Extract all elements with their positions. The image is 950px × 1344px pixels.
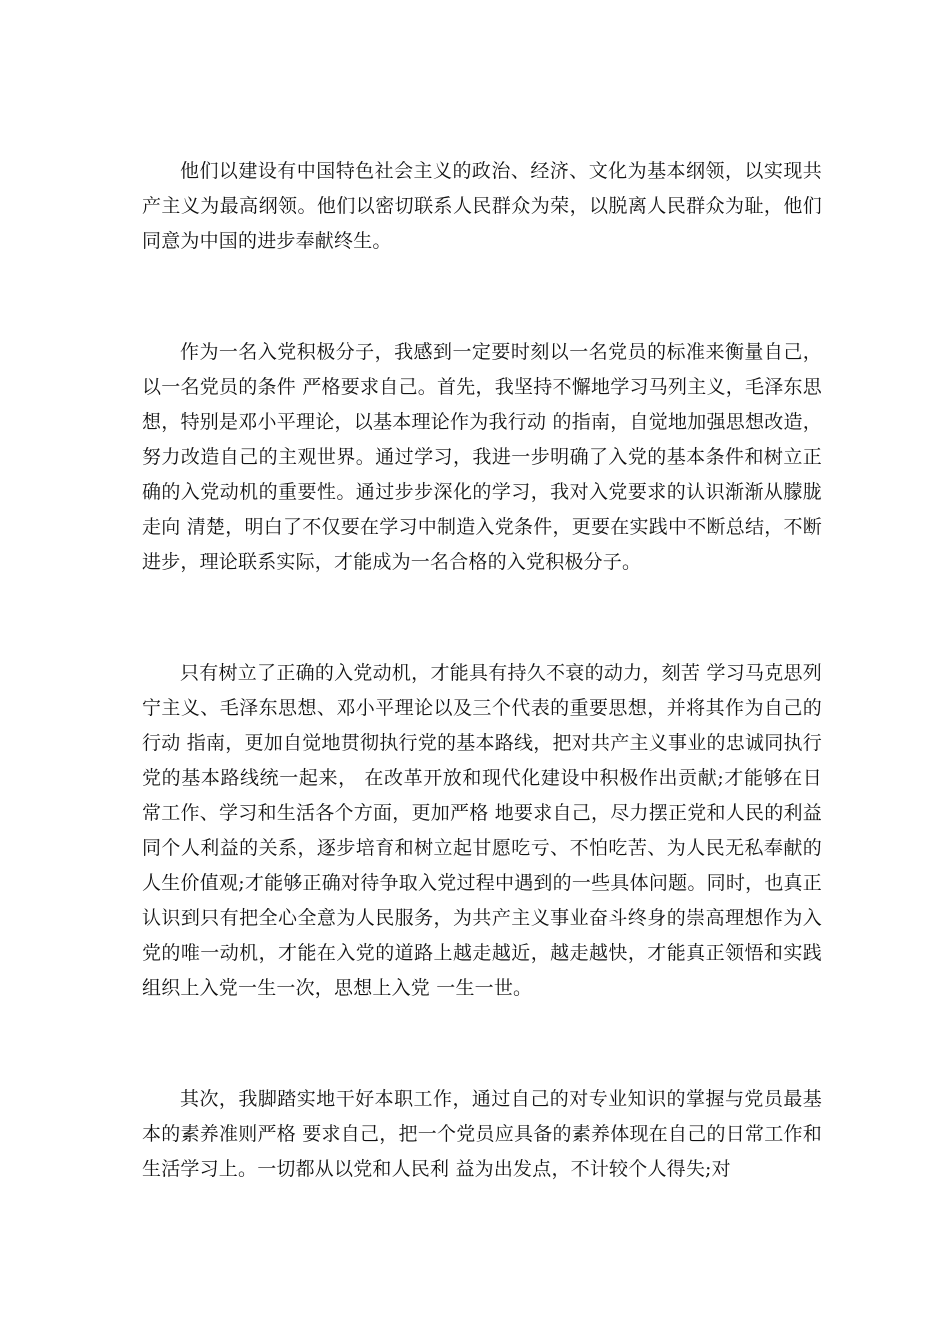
paragraph-1: 他们以建设有中国特色社会主义的政治、经济、文化为基本纲领，以实现共产主义为最高纲领。他们以密切联系人民群众为荣，以脱离人民群众为耻，他们同意为中国的进步奉献终生。: [142, 160, 822, 252]
paragraph-3: 只有树立了正确的入党动机，才能具有持久不衰的动力，刻苦 学习马克思列宁主义、毛泽东思想、邓小平理论以及三个代表的重要思想，并将其作为自己的行动 指南，更加自觉地贯彻执行党的基本路线，把对共产主义事业的忠诚同执行党的基本路线统一起来， 在改革开放和现代化建设中积极作出贡献;才能够在日常工作、学习和生活各个方面，更加严格 地要求自己，尽力摆正党和人民的利益同个人利益的关系，逐步培育和树立起甘愿吃亏、不怕吃苦、为人民无私奉献的人生价值观;才能够正确对待争取入党过程中遇到的一些具体问题。同时，也真正认识到只有把全心全意为人民服务，为共产主义事业奋斗终身的崇高理想作为入党的唯一动机，才能在入党的道路上越走越近，越走越快，才能真正领悟和实践组织上入党一生一次，思想上入党 一生一世。: [142, 662, 822, 999]
paragraph-4: 其次，我脚踏实地干好本职工作，通过自己的对专业知识的掌握与党员最基本的素养准则严格 要求自己，把一个党员应具备的素养体现在自己的日常工作和生活学习上。一切都从以党和人民利 益为出发点，不计较个人得失;对: [142, 1088, 822, 1180]
paragraph-2: 作为一名入党积极分子，我感到一定要时刻以一名党员的标准来衡量自己，以一名党员的条件 严格要求自己。首先，我坚持不懈地学习马列主义，毛泽东思想，特别是邓小平理论，以基本理论作为我行动 的指南，自觉地加强思想改造，努力改造自己的主观世界。通过学习，我进一步明确了入党的基本条件和树立正确的入党动机的重要性。通过步步深化的学习，我对入党要求的认识渐渐从朦胧走向 清楚，明白了不仅要在学习中制造入党条件，更要在实践中不断总结，不断进步，理论联系实际，才能成为一名合格的入党积极分子。: [142, 341, 822, 573]
document-body: [142, 154, 822, 1187]
